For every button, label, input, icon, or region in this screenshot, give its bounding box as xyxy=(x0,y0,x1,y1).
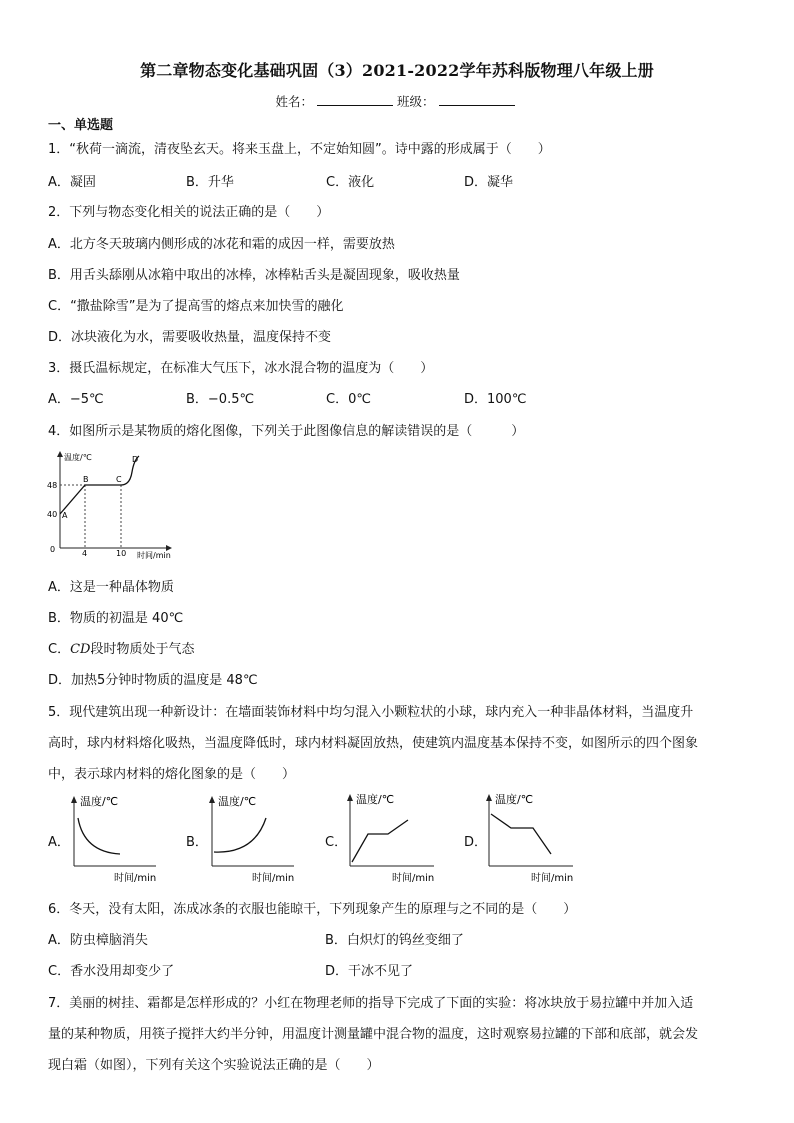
q7-stem-line-3: 现白霜（如图），下列有关这个实验说法正确的是（ ） xyxy=(48,1058,380,1073)
q5-option-b-label[interactable]: B． xyxy=(186,835,208,850)
q5b-xlabel: 时间/min xyxy=(252,873,295,884)
q6-stem: 6．冬天，没有太阳，冻成冰条的衣服也能晾干，下列现象产生的原理与之不同的是（ ） xyxy=(48,902,577,917)
q5-graph-d[interactable] xyxy=(481,786,593,886)
q6-option-a[interactable]: A．防虫樟脑消失 xyxy=(48,933,148,948)
q4-point-c: C xyxy=(116,475,122,484)
q5c-ylabel: 温度/℃ xyxy=(356,793,395,806)
class-blank[interactable] xyxy=(439,95,515,106)
q5-stem-line-2: 高时，球内材料熔化吸热，当温度降低时，球内材料凝固放热，使建筑内温度基本保持不变，如图所示的四个图象 xyxy=(48,736,699,751)
q7-stem-line-2: 量的某种物质，用筷子搅拌大约半分钟，用温度计测量罐中混合物的温度，这时观察易拉罐的下部和底部，就会发 xyxy=(48,1027,699,1042)
q3-stem: 3．摄氏温标规定，在标准大气压下，冰水混合物的温度为（ ） xyxy=(48,361,434,376)
q5-graph-a[interactable] xyxy=(66,790,176,886)
q5-option-d-label[interactable]: D． xyxy=(464,835,488,850)
student-info xyxy=(0,92,794,110)
q3-option-d[interactable]: D．100℃ xyxy=(464,392,527,407)
page-title: 第二章物态变化基础巩固（3）2021-2022学年苏科版物理八年级上册 xyxy=(140,61,654,80)
q1-option-d[interactable]: D．凝华 xyxy=(464,175,514,190)
q4-point-d: D xyxy=(132,455,139,464)
name-label: 姓名： xyxy=(275,94,313,109)
q5d-xlabel: 时间/min xyxy=(531,873,574,884)
name-blank[interactable] xyxy=(317,95,393,106)
q4-xtick-4: 4 xyxy=(82,549,88,558)
q5-option-c-label[interactable]: C． xyxy=(325,835,348,850)
q5-graph-c[interactable] xyxy=(342,786,454,886)
q2-stem: 2．下列与物态变化相关的说法正确的是（ ） xyxy=(48,205,330,220)
class-label: 班级： xyxy=(397,94,435,109)
q2-option-d[interactable]: D．冰块液化为水，需要吸收热量，温度保持不变 xyxy=(48,330,332,345)
q5-stem-line-1: 5．现代建筑出现一种新设计：在墙面装饰材料中均匀混入小颗粒状的小球，球内充入一种非晶体材料，当温度升 xyxy=(48,705,694,720)
q6-option-c[interactable]: C．香水没用却变少了 xyxy=(48,964,175,979)
q4-option-c-text: 段时物质处于气态 xyxy=(90,642,195,657)
q4-option-a[interactable]: A．这是一种晶体物质 xyxy=(48,580,174,595)
q5c-xlabel: 时间/min xyxy=(392,873,435,884)
q4-option-c-segment: CD xyxy=(70,642,91,657)
section-heading: 一、单选题 xyxy=(48,118,114,133)
q5a-ylabel: 温度/℃ xyxy=(80,795,119,808)
q3-option-c[interactable]: C．0℃ xyxy=(326,392,371,407)
q4-option-c-prefix: C． xyxy=(48,642,71,657)
q4-stem: 4．如图所示是某物质的熔化图像，下列关于此图像信息的解读错误的是（ ） xyxy=(48,424,525,439)
q6-option-d[interactable]: D．干冰不见了 xyxy=(325,964,414,979)
q2-option-a[interactable]: A．北方冬天玻璃内侧形成的冰花和霜的成因一样，需要放热 xyxy=(48,237,395,252)
q4-ytick-48: 48 xyxy=(47,481,58,490)
q4-ytick-0: 0 xyxy=(50,545,56,554)
q5d-ylabel: 温度/℃ xyxy=(495,793,534,806)
q5-graph-b[interactable] xyxy=(204,790,314,886)
q4-option-d[interactable]: D．加热5分钟时物质的温度是 48℃ xyxy=(48,673,258,688)
q4-option-c[interactable] xyxy=(48,638,194,657)
q2-option-b[interactable]: B．用舌头舔刚从冰箱中取出的冰棒，冰棒粘舌头是凝固现象，吸收热量 xyxy=(48,268,460,283)
q3-option-a[interactable]: A．−5℃ xyxy=(48,392,104,407)
q4-curve xyxy=(60,456,139,514)
q1-stem: 1．“秋荷一滴流，清夜坠玄天。将来玉盘上，不定始知圆”。诗中露的形成属于（ ） xyxy=(48,142,551,157)
q4-xlabel: 时间/min xyxy=(137,551,171,560)
q4-ytick-40: 40 xyxy=(47,510,58,519)
q4-ylabel: 温度/℃ xyxy=(64,453,92,462)
q4-melting-graph xyxy=(42,446,192,562)
q4-point-b: B xyxy=(83,475,89,484)
q2-option-c[interactable]: C．“撒盐除雪”是为了提高雪的熔点来加快雪的融化 xyxy=(48,299,344,314)
q1-option-a[interactable]: A．凝固 xyxy=(48,175,96,190)
q5a-xlabel: 时间/min xyxy=(114,873,157,884)
q4-xtick-10: 10 xyxy=(116,549,127,558)
q6-option-b[interactable]: B．白炽灯的钨丝变细了 xyxy=(325,933,464,948)
q5-option-a-label[interactable]: A． xyxy=(48,835,70,850)
q1-option-b[interactable]: B．升华 xyxy=(186,175,234,190)
q4-option-b[interactable]: B．物质的初温是 40℃ xyxy=(48,611,184,626)
q5b-ylabel: 温度/℃ xyxy=(218,795,257,808)
q1-option-c[interactable]: C．液化 xyxy=(326,175,375,190)
q3-option-b[interactable]: B．−0.5℃ xyxy=(186,392,255,407)
q4-point-a: A xyxy=(62,511,68,520)
q5-stem-line-3: 中，表示球内材料的熔化图象的是（ ） xyxy=(48,767,296,782)
q7-stem-line-1: 7．美丽的树挂、霜都是怎样形成的？小红在物理老师的指导下完成了下面的实验：将冰块放于易拉罐中并加入适 xyxy=(48,996,694,1011)
